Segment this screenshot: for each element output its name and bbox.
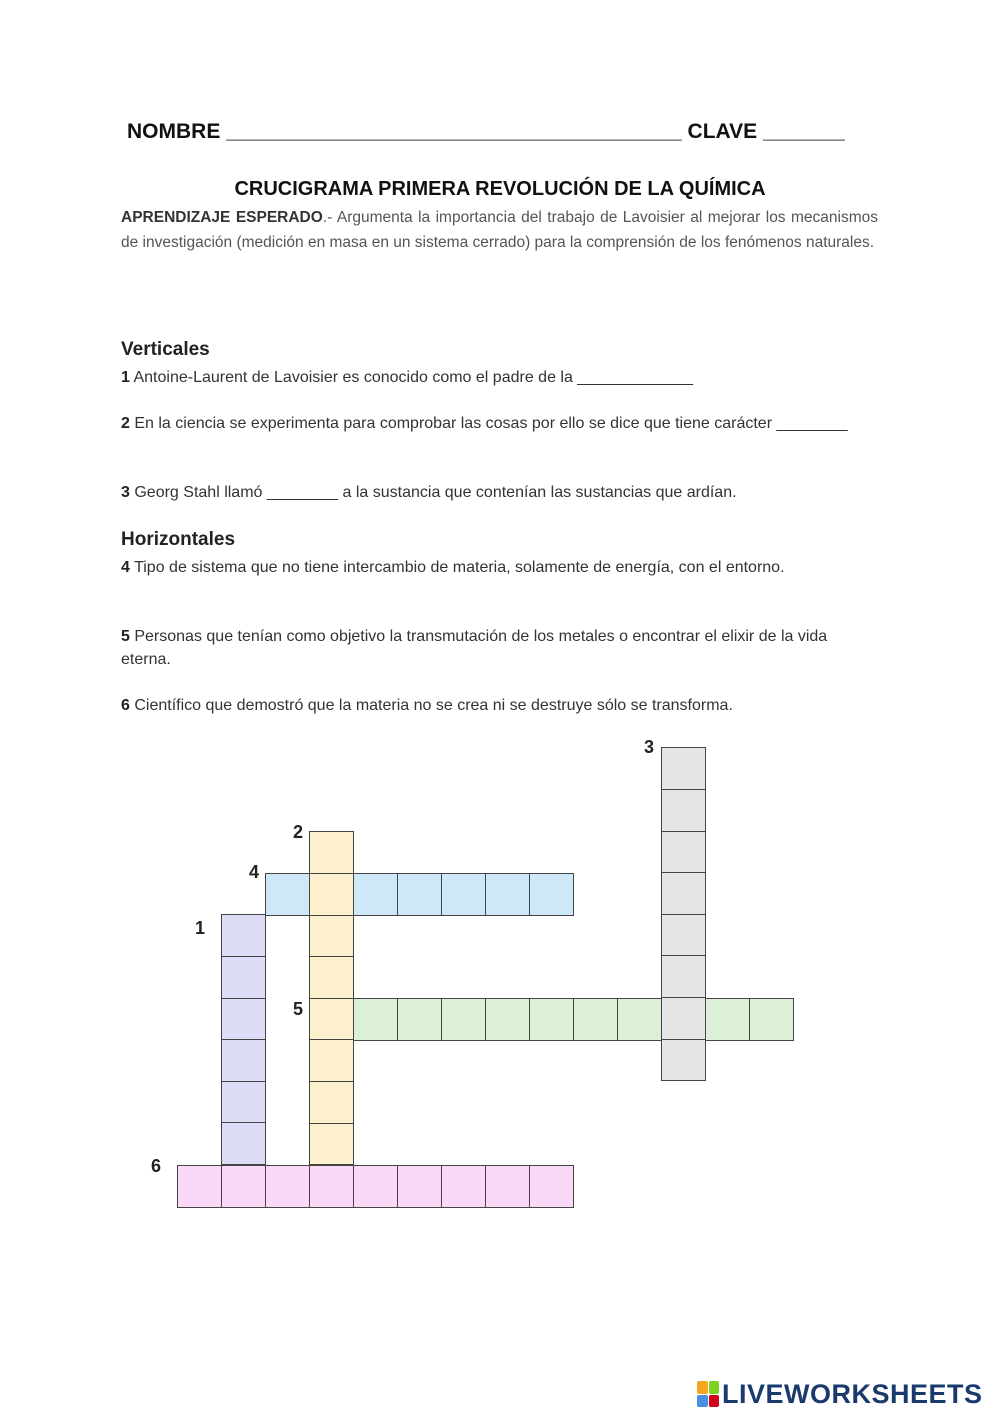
- crossword-cell-5-10[interactable]: [705, 998, 750, 1041]
- crossword-cell-3-8[interactable]: [661, 1038, 706, 1081]
- crossword-cell-5-2[interactable]: [353, 998, 398, 1041]
- crossword-cell-4-4[interactable]: [397, 873, 442, 916]
- crossword-cell-4-6[interactable]: [485, 873, 530, 916]
- liveworksheets-logo-text: LIVEWORKSHEETS: [722, 1378, 983, 1409]
- logo-square: [709, 1381, 720, 1394]
- aprendizaje-esperado: [121, 206, 878, 255]
- crossword-cell-1-5[interactable]: [221, 1080, 266, 1123]
- liveworksheets-logo-icon: [697, 1381, 719, 1407]
- crossword-cell-2-2[interactable]: [309, 873, 354, 916]
- crossword-cell-5-3[interactable]: [397, 998, 442, 1041]
- clue-text: Antoine-Laurent de Lavoisier es conocido como el padre de la _____________: [133, 369, 693, 386]
- verticales-title: Verticales: [121, 339, 210, 360]
- crossword-cell-1-4[interactable]: [221, 1039, 266, 1082]
- page-title: CRUCIGRAMA PRIMERA REVOLUCIÓN DE LA QUÍMICA: [234, 178, 766, 200]
- crossword-cell-2-3[interactable]: [309, 914, 354, 957]
- clue-number: 1: [121, 369, 130, 386]
- crossword-cell-5-6[interactable]: [529, 998, 574, 1041]
- crossword-cell-2-8[interactable]: [309, 1122, 354, 1165]
- crossword-number-2: 2: [293, 822, 304, 842]
- nombre-label: NOMBRE: [127, 120, 221, 143]
- crossword-cell-5-4[interactable]: [441, 998, 486, 1041]
- crossword-cell-6-6[interactable]: [397, 1165, 442, 1208]
- clue-text: En la ciencia se experimenta para comprobar las cosas por ello se dice que tiene carácter ________: [134, 415, 848, 432]
- crossword-number-5: 5: [293, 999, 304, 1019]
- clue-number: 3: [121, 484, 130, 501]
- crossword-cell-5-5[interactable]: [485, 998, 530, 1041]
- crossword-cell-2-6[interactable]: [309, 1039, 354, 1082]
- crossword-cell-1-2[interactable]: [221, 956, 266, 999]
- clue-text: Personas que tenían como objetivo la transmutación de los metales o encontrar el elixir de la vida eterna.: [121, 628, 828, 668]
- crossword-cell-6-5[interactable]: [353, 1165, 398, 1208]
- crossword-cell-6-8[interactable]: [485, 1165, 530, 1208]
- crossword-cell-2-1[interactable]: [309, 831, 354, 874]
- crossword-cell-2-4[interactable]: [309, 956, 354, 999]
- crossword-cell-6-3[interactable]: [265, 1165, 310, 1208]
- crossword-cell-5-8[interactable]: [617, 998, 662, 1041]
- aprendizaje-text: .- Argumenta la importancia del trabajo de Lavoisier al mejorar los mecanismos de investigación (medición en masa en un sistema cerrado) para la comprensión de los fenómenos naturales.: [121, 209, 878, 251]
- crossword-cell-3-3[interactable]: [661, 830, 706, 873]
- crossword-cell-5-7[interactable]: [573, 998, 618, 1041]
- crossword-cell-3-2[interactable]: [661, 789, 706, 832]
- crossword-number-3: 3: [644, 737, 655, 757]
- crossword-cell-3-4[interactable]: [661, 872, 706, 915]
- clave-label: CLAVE: [687, 120, 758, 143]
- crossword-cell-1-1[interactable]: [221, 914, 266, 957]
- logo-square: [697, 1395, 708, 1408]
- clue-number: 4: [121, 559, 130, 576]
- clue-number: 2: [121, 415, 130, 432]
- crossword-cell-4-3[interactable]: [353, 873, 398, 916]
- crossword-cell-2-5[interactable]: [309, 997, 354, 1040]
- clue-vertical-1: [121, 366, 881, 389]
- clue-text: Georg Stahl llamó ________ a la sustancia que contenían las sustancias que ardían.: [134, 484, 737, 501]
- crossword-cell-3-6[interactable]: [661, 955, 706, 998]
- crossword-cell-6-9[interactable]: [529, 1165, 574, 1208]
- liveworksheets-logo: [697, 1378, 983, 1410]
- header-line: [127, 120, 887, 144]
- crossword-cell-3-5[interactable]: [661, 913, 706, 956]
- horizontales-title: Horizontales: [121, 529, 236, 550]
- crossword-number-6: 6: [151, 1156, 162, 1176]
- clue-number: 5: [121, 628, 130, 645]
- clue-horizontal-4: [121, 556, 881, 579]
- crossword-cell-3-7[interactable]: [661, 997, 706, 1040]
- clue-text: Científico que demostró que la materia no se crea ni se destruye sólo se transforma.: [134, 697, 733, 714]
- clue-vertical-3: [121, 481, 881, 504]
- crossword-cell-6-4[interactable]: [309, 1165, 354, 1208]
- crossword-cell-1-6[interactable]: [221, 1122, 266, 1165]
- nombre-blank[interactable]: _______________________________________: [226, 120, 682, 143]
- crossword-cell-6-2[interactable]: [221, 1165, 266, 1208]
- crossword-cell-4-7[interactable]: [529, 873, 574, 916]
- logo-square: [709, 1395, 720, 1408]
- crossword-number-1: 1: [195, 918, 206, 938]
- clue-text: Tipo de sistema que no tiene intercambio de materia, solamente de energía, con el entorno.: [134, 559, 785, 576]
- crossword-cell-4-5[interactable]: [441, 873, 486, 916]
- crossword-cell-2-7[interactable]: [309, 1081, 354, 1124]
- crossword-cell-6-7[interactable]: [441, 1165, 486, 1208]
- clue-number: 6: [121, 697, 130, 714]
- logo-square: [697, 1381, 708, 1394]
- crossword-number-4: 4: [249, 862, 260, 882]
- crossword-cell-1-3[interactable]: [221, 997, 266, 1040]
- clue-horizontal-6: [121, 694, 881, 717]
- clue-horizontal-5: [121, 625, 881, 671]
- clave-blank[interactable]: _______: [763, 120, 845, 143]
- crossword-cell-5-11[interactable]: [749, 998, 794, 1041]
- clue-vertical-2: [121, 412, 881, 435]
- aprendizaje-label: APRENDIZAJE ESPERADO: [121, 209, 323, 226]
- crossword-cell-3-1[interactable]: [661, 747, 706, 790]
- crossword-cell-6-1[interactable]: [177, 1165, 222, 1208]
- crossword-cell-4-1[interactable]: [265, 873, 310, 916]
